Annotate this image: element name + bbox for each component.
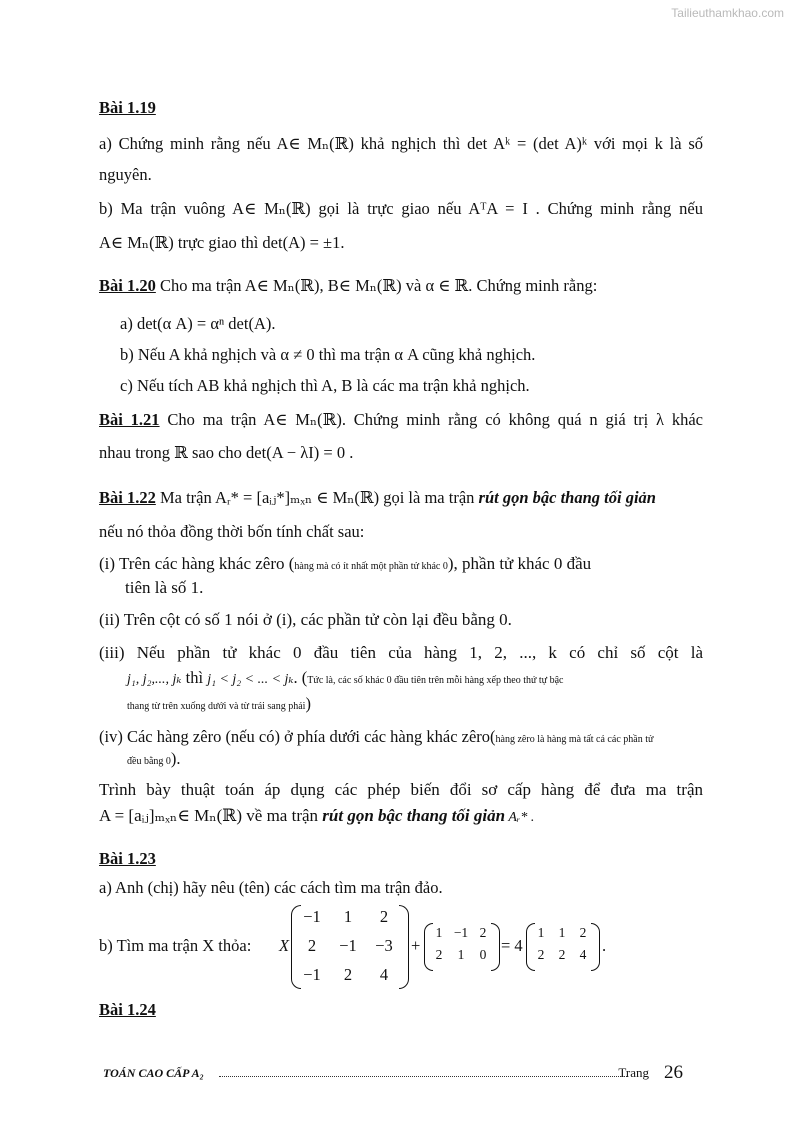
property-iii-paren: . (	[293, 668, 308, 687]
matrix-b-right-paren	[491, 923, 500, 971]
matrix-equation	[99, 903, 703, 991]
mat-b-cell: 2	[479, 925, 487, 940]
equals-four: = 4	[501, 936, 523, 955]
mat-a-cell: 4	[379, 965, 389, 984]
property-i-note: hàng mà có ít nhất một phần tử khác 0	[294, 561, 448, 572]
unknown-x: X	[279, 936, 290, 955]
exercise-1-23-a: a) Anh (chị) hãy nêu (tên) các cách tìm ma trận đảo.	[99, 878, 443, 897]
property-iv-line1	[99, 727, 703, 750]
exercise-1-21-text: Cho ma trận A∈ Mₙ(ℝ). Chứng minh rằng có không quá n giá trị λ khác	[159, 410, 703, 429]
footer-course: TOÁN CAO CẤP A₂	[103, 1066, 204, 1080]
mat-c-cell: 2	[579, 925, 587, 940]
property-ii: (ii) Trên cột có số 1 nói ở (i), các phần tử còn lại đều bằng 0.	[99, 610, 512, 629]
task2-symbol: Aᵣ* .	[505, 810, 535, 825]
property-iii-inequality: j₁ < j₂ < ... < jₖ	[207, 672, 294, 687]
property-i-end: ), phần tử khác 0 đầu	[447, 554, 592, 573]
footer-leader-dots	[219, 1076, 627, 1077]
exercise-1-19-b-line2: A∈ Mₙ(ℝ) trực giao thì det(A) = ±1.	[99, 233, 345, 252]
exercise-1-19-a-line1: a) Chứng minh rằng nếu A∈ Mₙ(ℝ) khả nghịch thì det Aᵏ = (det A)ᵏ với mọi k là số	[99, 134, 703, 153]
mat-b-cell: 1	[435, 925, 443, 940]
matrix-a-right-paren	[399, 905, 409, 989]
mat-a-cell: 2	[343, 965, 353, 984]
exercise-1-20-a: a) det(α A) = αⁿ det(A).	[120, 314, 276, 333]
mat-a-cell: −1	[303, 965, 321, 984]
property-iii-line3: thang từ trên xuống dưới và từ trái sang phải)	[127, 694, 311, 713]
page-footer	[99, 1060, 689, 1084]
period: .	[602, 936, 607, 955]
footer-page-number: 26	[664, 1062, 683, 1083]
property-iii-indices: j₁, j₂,..., jₖ	[127, 672, 182, 687]
exercise-1-20-intro: Cho ma trận A∈ Mₙ(ℝ), B∈ Mₙ(ℝ) và α ∈ ℝ. Chứng minh rằng:	[155, 276, 598, 295]
mat-c-cell: 4	[579, 947, 587, 962]
mat-a-cell: 1	[343, 907, 353, 926]
exercise-1-21-title: Bài 1.21	[99, 410, 160, 429]
plus-sign: +	[411, 936, 421, 955]
exercise-1-22-intro: Ma trận Aᵣ* = [aᵢⱼ*]ₘₓₙ ∈ Mₙ(ℝ) gọi là ma trận	[155, 488, 479, 507]
mat-b-cell: −1	[453, 925, 469, 940]
exercise-1-20-b: b) Nếu A khả nghịch và α ≠ 0 thì ma trận α A cũng khả nghịch.	[120, 345, 536, 364]
footer-page-label: Trang	[618, 1065, 649, 1080]
mat-b-cell: 2	[435, 947, 443, 962]
mat-a-cell: 2	[379, 907, 389, 926]
exercise-1-23-b-label: b) Tìm ma trận X thỏa:	[99, 936, 252, 955]
exercise-1-20-c: c) Nếu tích AB khả nghịch thì A, B là các ma trận khả nghịch.	[120, 376, 530, 395]
task2-term: rút gọn bậc thang tối giản	[322, 806, 506, 825]
property-iii-note-cont: thang từ trên xuống dưới và từ trái sang phải	[127, 701, 306, 712]
property-iii-line2	[99, 668, 703, 691]
mat-c-cell: 2	[558, 947, 566, 962]
exercise-1-20-title: Bài 1.20	[99, 276, 156, 295]
mat-c-cell: 1	[537, 925, 545, 940]
property-iv-note-cont: đều bằng 0	[127, 756, 171, 767]
mat-b-cell: 1	[457, 947, 465, 962]
mat-c-cell: 2	[537, 947, 545, 962]
property-iii-thi: thì	[181, 668, 208, 687]
matrix-c-right-paren	[591, 923, 600, 971]
mat-b-cell: 0	[479, 947, 487, 962]
exercise-1-22-task1: Trình bày thuật toán áp dụng các phép biến đổi sơ cấp hàng để đưa ma trận	[99, 780, 703, 799]
property-iv-note: hàng zêro là hàng mà tất cả các phần tử	[495, 734, 654, 745]
exercise-1-20-line	[99, 276, 703, 296]
mat-a-cell: −3	[375, 936, 393, 955]
property-i-line1	[99, 554, 703, 577]
watermark: Tailieuthamkhao.com	[671, 6, 784, 20]
mat-a-cell: −1	[339, 936, 357, 955]
exercise-1-22-term: rút gọn bậc thang tối giản	[478, 488, 656, 507]
property-iv-main: (iv) Các hàng zêro (nếu có) ở phía dưới các hàng khác zêro(	[99, 727, 496, 746]
task2-start: A = [aᵢⱼ]ₘₓₙ∈ Mₙ(ℝ) về ma trận	[99, 806, 323, 825]
exercise-1-22-task2	[99, 806, 703, 828]
exercise-1-21-line2: nhau trong ℝ sao cho det(A − λI) = 0 .	[99, 443, 354, 462]
property-iv-line2: đều bằng 0).	[127, 749, 181, 768]
exercise-1-19-title: Bài 1.19	[99, 98, 156, 117]
exercise-1-19-a-line2: nguyên.	[99, 165, 152, 184]
property-iii-note: Tức là, các số khác 0 đầu tiên trên mỗi hàng xếp theo thứ tự bậc	[307, 675, 564, 686]
property-i-line2: tiên là số 1.	[125, 578, 204, 597]
exercise-1-24-title: Bài 1.24	[99, 1000, 156, 1019]
mat-a-cell: −1	[303, 907, 321, 926]
mat-c-cell: 1	[558, 925, 566, 940]
exercise-1-22-title: Bài 1.22	[99, 488, 156, 507]
exercise-1-19-b-line1: b) Ma trận vuông A∈ Mₙ(ℝ) gọi là trực giao nếu AᵀA = I . Chứng minh rằng nếu	[99, 199, 703, 218]
exercise-1-21-line1	[99, 410, 703, 430]
property-iii-line1: (iii) Nếu phần tử khác 0 đầu tiên của hàng 1, 2, ..., k có chỉ số cột là	[99, 643, 703, 662]
exercise-1-22-line2: nếu nó thỏa đồng thời bốn tính chất sau:	[99, 522, 365, 541]
exercise-1-23-title: Bài 1.23	[99, 849, 156, 868]
exercise-1-22-line1	[99, 488, 703, 508]
property-i-main: (i) Trên các hàng khác zêro (	[99, 554, 295, 573]
mat-a-cell: 2	[307, 936, 317, 955]
